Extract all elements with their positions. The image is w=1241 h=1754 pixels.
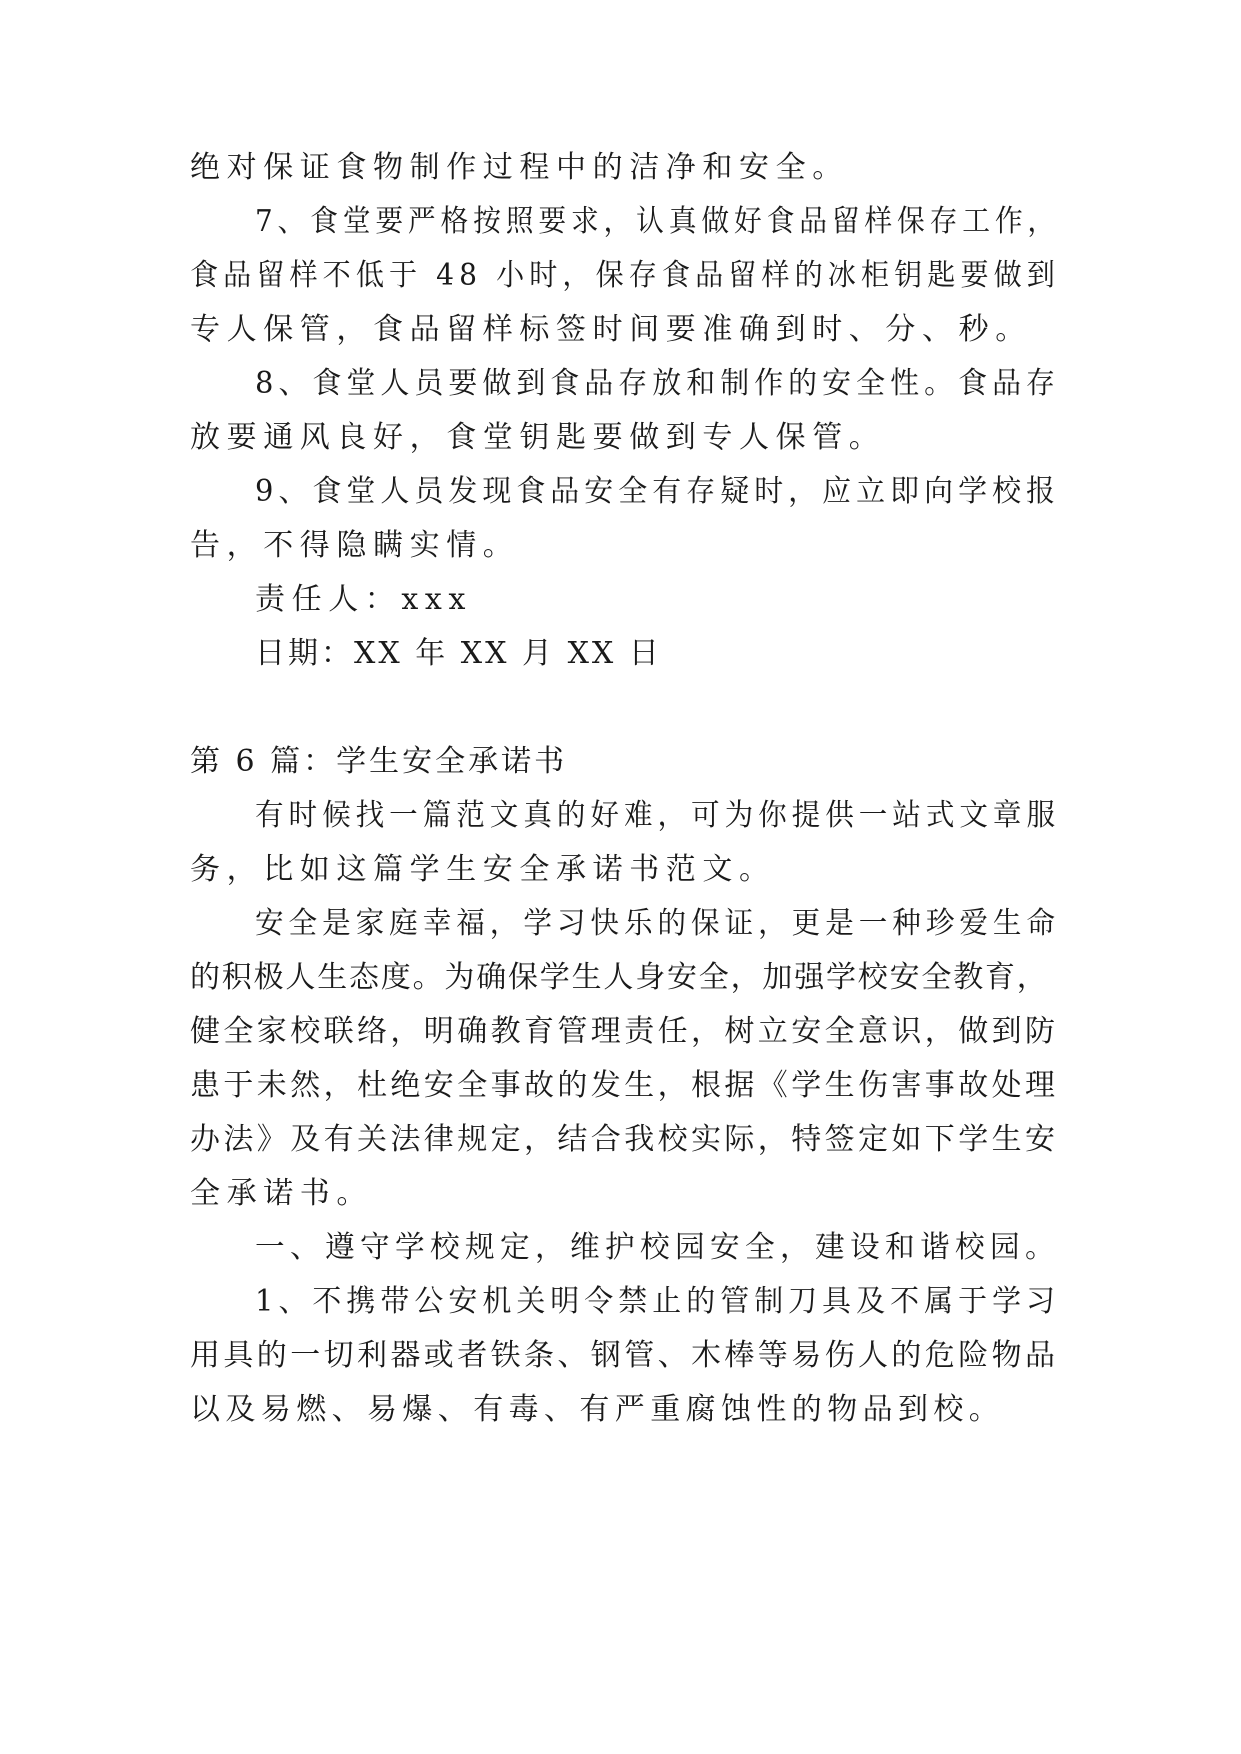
text-line: 8、食堂人员要做到食品存放和制作的安全性。食品存 — [255, 366, 1061, 401]
text-line: 患于未然，杜绝安全事故的发生，根据《学生伤害事故处理 — [190, 1068, 1059, 1103]
section-heading: 第 6 篇：学生安全承诺书 — [190, 744, 568, 779]
text-line: 绝对保证食物制作过程中的洁净和安全。 — [190, 150, 849, 185]
text-line: 务，比如这篇学生安全承诺书范文。 — [190, 852, 776, 887]
text-line: 1、不携带公安机关明令禁止的管制刀具及不属于学习 — [255, 1284, 1061, 1319]
text-line: 办法》及有关法律规定，结合我校实际，特签定如下学生安 — [190, 1122, 1059, 1157]
signature-responsible: 责任人：xxx — [255, 582, 472, 617]
text-line: 告，不得隐瞒实情。 — [190, 528, 520, 563]
text-line: 7、食堂要严格按照要求，认真做好食品留样保存工作， — [255, 204, 1061, 239]
text-line: 有时候找一篇范文真的好难，可为你提供一站式文章服 — [255, 798, 1061, 833]
text-line: 安全是家庭幸福，学习快乐的保证，更是一种珍爱生命 — [255, 906, 1061, 941]
text-line: 全承诺书。 — [190, 1176, 373, 1211]
text-line: 9、食堂人员发现食品安全有存疑时，应立即向学校报 — [255, 474, 1061, 509]
text-line: 食品留样不低于 48 小时，保存食品留样的冰柜钥匙要做到 — [190, 258, 1060, 293]
text-line: 一、遵守学校规定，维护校园安全，建设和谐校园。 — [255, 1230, 1061, 1265]
text-line: 健全家校联络，明确教育管理责任，树立安全意识，做到防 — [190, 1014, 1059, 1049]
text-line: 的积极人生态度。为确保学生人身安全，加强学校安全教育， — [190, 960, 1049, 995]
text-line: 放要通风良好，食堂钥匙要做到专人保管。 — [190, 420, 886, 455]
text-line: 专人保管，食品留样标签时间要准确到时、分、秒。 — [190, 312, 1032, 347]
signature-date: 日期：XX 年 XX 月 XX 日 — [255, 636, 662, 671]
text-line: 用具的一切利器或者铁条、钢管、木棒等易伤人的危险物品 — [190, 1338, 1059, 1373]
text-line: 以及易燃、易爆、有毒、有严重腐蚀性的物品到校。 — [190, 1392, 1005, 1427]
